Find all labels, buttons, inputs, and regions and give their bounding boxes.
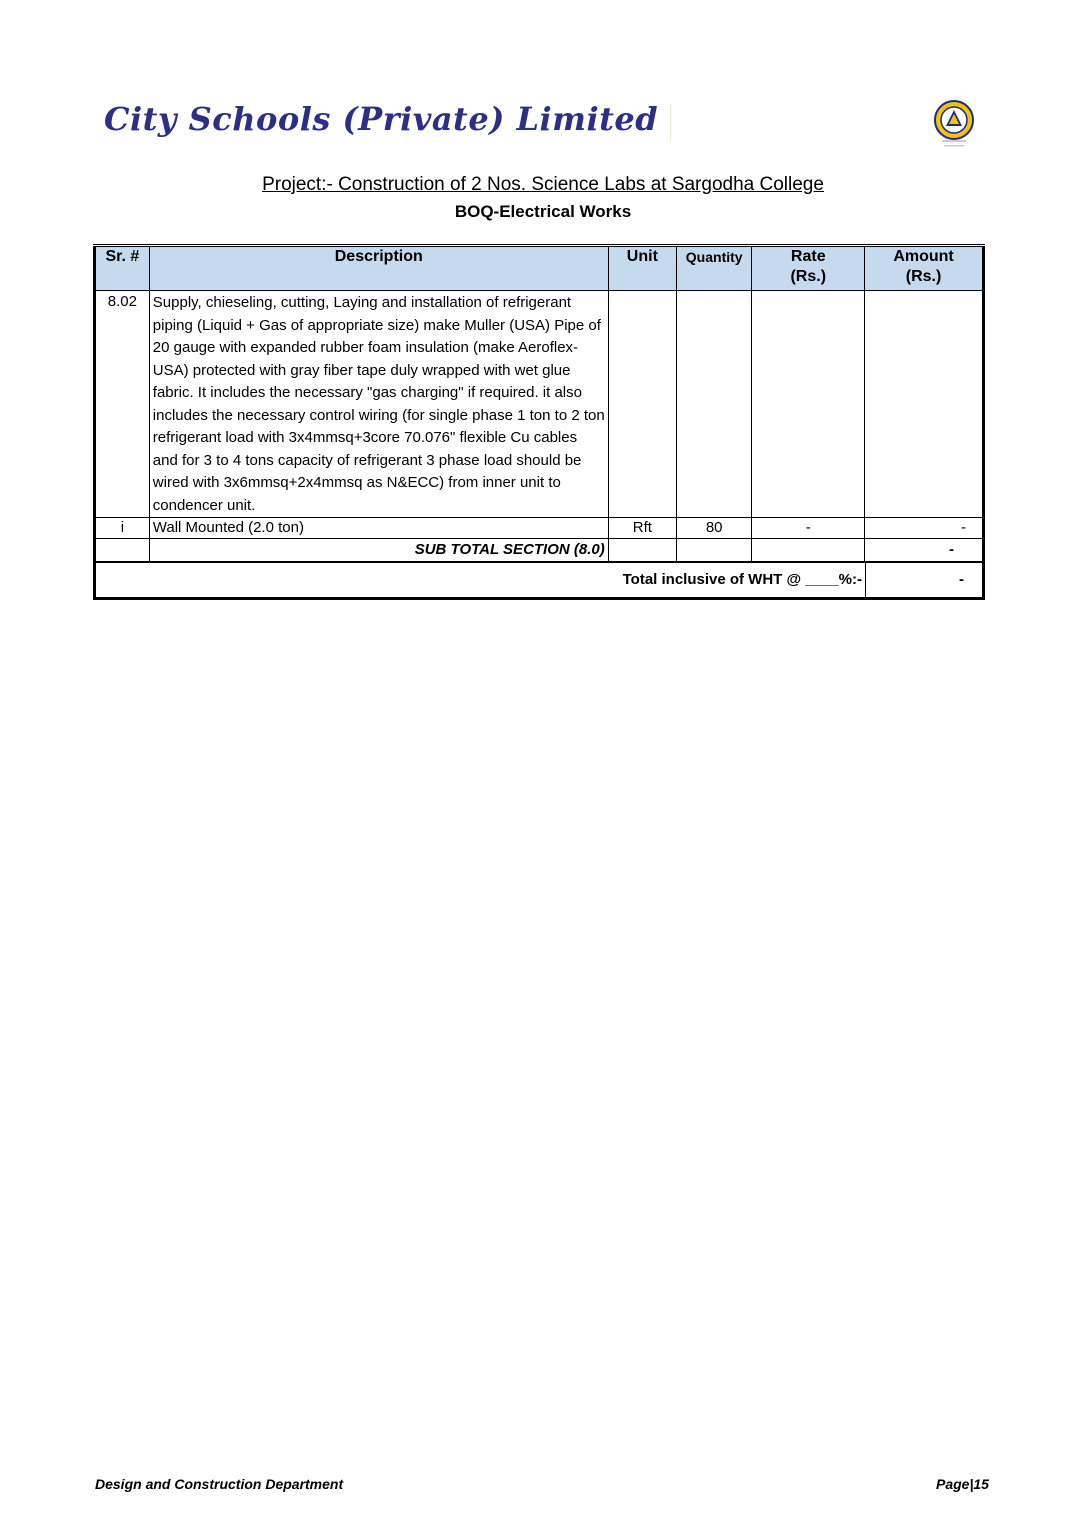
subtotal-unit-cell [608,539,676,562]
subitem-unit: Rft [608,518,676,539]
boq-table-container [93,244,985,600]
col-header-amount [865,246,984,291]
table-row-item [95,291,984,518]
header-divider [670,104,671,140]
total-label: Total inclusive of WHT @ ____%:- [622,571,862,588]
item-description: Supply, chieseling, cutting, Laying and installation of refrigerant piping (Liquid + Gas of appropriate size) make Muller (USA) Pipe of 20 gauge with expanded rubber foam insulation (make Aeroflex-USA) protected with gray fiber tape duly wrapped with wet glue fabric. It includes the necessary "gas charging" if required. it also includes the necessary control wiring (for single phase 1 ton to 2 ton refrigerant load with 3x4mmsq+3core 70.076" flexible Cu cables and for 3 to 4 tons capacity of refrigerant 3 phase load should be wired with 3x6mmsq+2x4mmsq as N&ECC) from inner unit to condencer unit. [149,291,608,518]
table-row-subitem [95,518,984,539]
subitem-sr: i [95,518,150,539]
subtotal-amount: - [865,539,984,562]
table-row-subtotal [95,539,984,562]
subitem-rate: - [752,518,865,539]
subtotal-sr-cell [95,539,150,562]
subitem-amount: - [865,518,984,539]
company-name: City Schools (Private) Limited [104,100,659,138]
col-header-sr: Sr. # [95,246,150,291]
col-header-rate [752,246,865,291]
footer-page-number: Page|15 [936,1476,989,1492]
col-header-unit: Unit [608,246,676,291]
total-row [93,562,985,600]
project-title: Project:- Construction of 2 Nos. Science Labs at Sargodha College [262,174,824,195]
col-header-description: Description [149,246,608,291]
col-header-amount-line1: Amount [893,248,954,265]
school-crest-icon [932,100,976,152]
total-divider [865,563,866,597]
col-header-rate-line2: (Rs.) [790,268,827,285]
col-header-quantity: Quantity [676,246,751,291]
footer-department: Design and Construction Department [95,1476,344,1492]
item-quantity [676,291,751,518]
item-rate [752,291,865,518]
subtotal-quantity-cell [676,539,751,562]
table-header-row [95,246,984,291]
item-sr: 8.02 [95,291,150,518]
total-amount: - [959,571,964,588]
subtotal-label: SUB TOTAL SECTION (8.0) [149,539,608,562]
col-header-rate-line1: Rate [790,248,826,265]
subitem-quantity: 80 [676,518,751,539]
item-amount [865,291,984,518]
subitem-description: Wall Mounted (2.0 ton) [149,518,608,539]
boq-table [93,244,985,562]
item-unit [608,291,676,518]
subtotal-rate-cell [752,539,865,562]
col-header-amount-line2: (Rs.) [905,268,942,285]
document-title: BOQ-Electrical Works [454,202,632,221]
